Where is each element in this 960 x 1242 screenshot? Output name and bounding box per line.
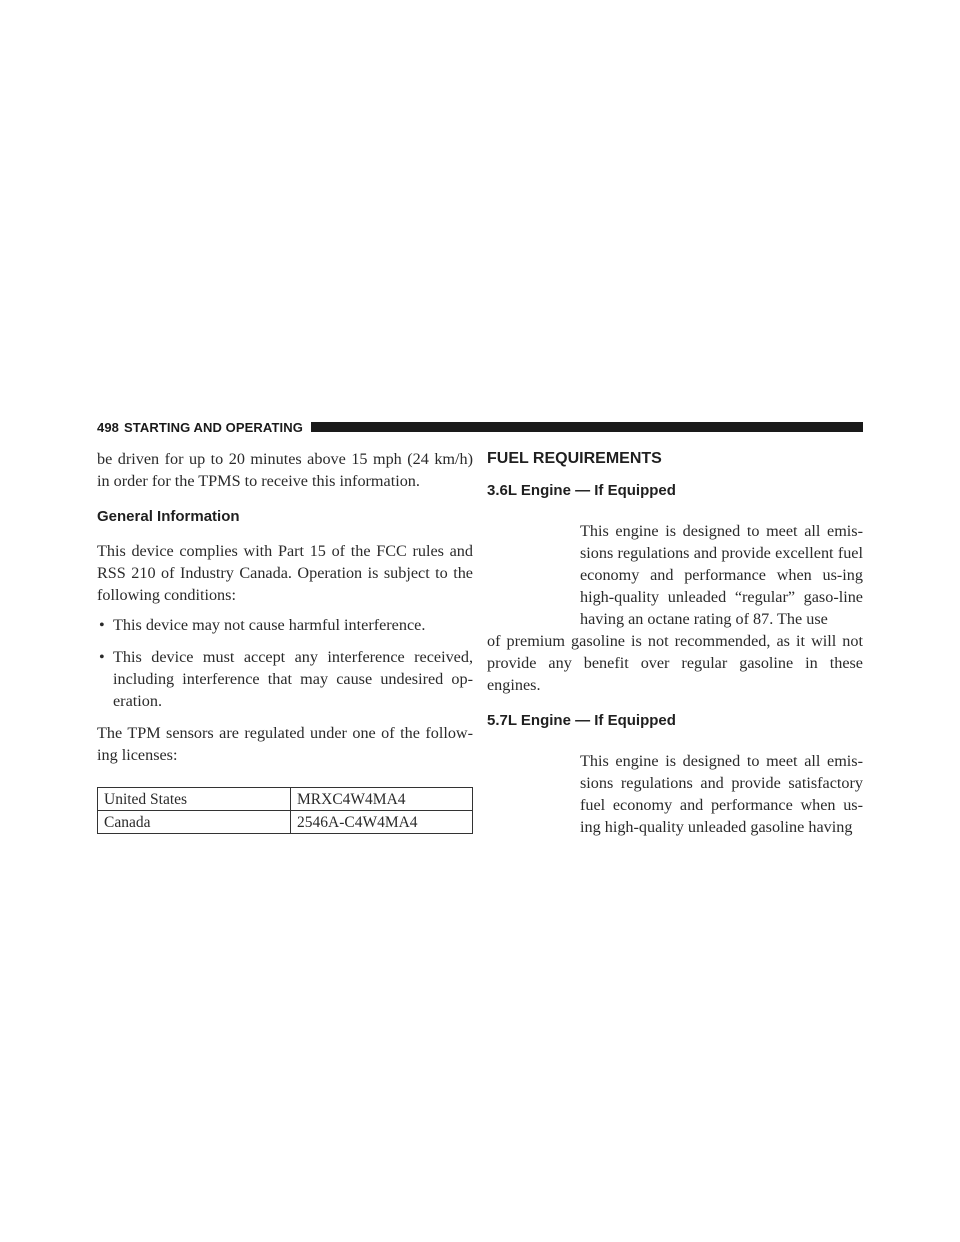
chapter-title: STARTING AND OPERATING <box>124 419 303 435</box>
list-item: • This device may not cause harmful interference. <box>99 616 426 634</box>
fuel-requirements-heading: FUEL REQUIREMENTS <box>487 450 662 467</box>
engine-57-indented-text: This engine is designed to meet all emis-sions regulations and provide satisfactory fuel economy and performance when us-ing high-quality unleaded gasoline having <box>580 752 863 836</box>
engine-36-indented-text: This engine is designed to meet all emis-sions regulations and provide excellent fuel economy and performance when us-ing high-quality unleaded “regular” gaso-line having an octane rating of 87. The use <box>580 522 863 628</box>
bullet-icon: • <box>99 648 105 666</box>
intro-paragraph: be driven for up to 20 minutes above 15 mph (24 km/h) in order for the TPMS to receive this information. <box>97 450 473 490</box>
right-column <box>487 448 863 838</box>
engine-57-heading: 5.7L Engine — If Equipped <box>487 712 676 729</box>
conditions-list <box>97 614 473 712</box>
general-information-heading: General Information <box>97 508 240 525</box>
bullet-icon: • <box>99 616 105 634</box>
table-cell: United States <box>98 788 291 811</box>
page-number: 498 <box>97 419 119 435</box>
page-header <box>97 418 863 436</box>
header-rule <box>311 422 863 432</box>
table-cell: 2546A-C4W4MA4 <box>291 811 473 834</box>
header-text <box>97 420 303 435</box>
list-item: • This device must accept any interference received, including interference that may cause undesired op-eration. <box>99 648 473 710</box>
table-row <box>98 788 473 811</box>
fcc-paragraph: This device complies with Part 15 of the FCC rules and RSS 210 of Industry Canada. Operation is subject to the following conditions: <box>97 542 473 604</box>
table-cell: Canada <box>98 811 291 834</box>
license-table <box>97 787 473 834</box>
license-paragraph: The TPM sensors are regulated under one of the follow-ing licenses: <box>97 724 473 764</box>
engine-36-text: of premium gasoline is not recommended, as it will not provide any benefit over regular gasoline in these engines. <box>487 632 863 694</box>
table-cell: MRXC4W4MA4 <box>291 788 473 811</box>
engine-36-heading: 3.6L Engine — If Equipped <box>487 482 676 499</box>
table-row <box>98 811 473 834</box>
left-column <box>97 448 473 834</box>
